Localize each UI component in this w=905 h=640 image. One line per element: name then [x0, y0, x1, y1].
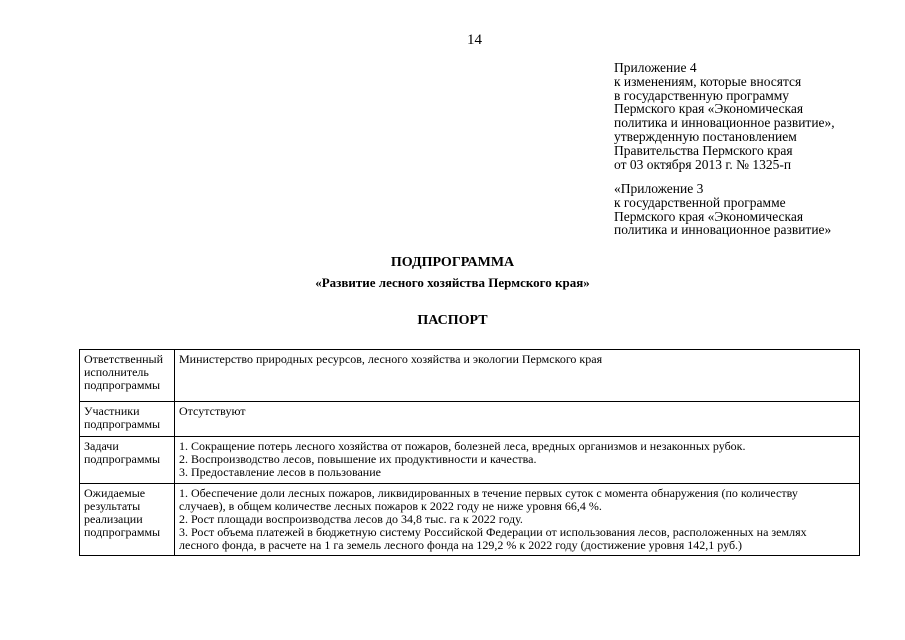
- label-line: Участники: [84, 404, 140, 418]
- row-label: [80, 484, 175, 556]
- row-value: [175, 350, 860, 402]
- page-number: 14: [467, 32, 482, 48]
- appendix-line: Приложение 4: [614, 60, 697, 75]
- value-line: 3. Рост объема платежей в бюджетную систему Российской Федерации от использования лесов, расположенных на землях: [179, 525, 807, 539]
- value-line: 1. Сокращение потерь лесного хозяйства от пожаров, болезней леса, вредных организмов и незаконных рубок.: [179, 439, 746, 453]
- passport-table: [79, 349, 860, 556]
- label-line: подпрограммы: [84, 525, 161, 539]
- value-line: случаев), в общем количестве лесных пожаров к 2022 году не ниже уровня 66,4 %.: [179, 499, 602, 513]
- value-line: 2. Воспроизводство лесов, повышение их продуктивности и качества.: [179, 452, 537, 466]
- row-label: [80, 350, 175, 402]
- table-row: [80, 402, 860, 437]
- appendix-line: в государственную программу: [614, 87, 790, 103]
- value-line: лесного фонда, в расчете на 1 га земель лесного фонда на 129,2 % к 2022 году (достижение уровня 142,1 руб.): [179, 538, 743, 552]
- appendix-line: Пермского края «Экономическая: [614, 101, 804, 117]
- appendix-sub-line: Пермского края «Экономическая: [614, 208, 804, 224]
- label-line: подпрограммы: [84, 417, 161, 431]
- value-line: Отсутствуют: [179, 404, 246, 418]
- label-line: Ожидаемые: [84, 486, 146, 500]
- label-line: результаты: [84, 499, 141, 513]
- table-row: [80, 350, 860, 402]
- value-line: 3. Предоставление лесов в пользование: [179, 465, 381, 479]
- table-row: [80, 484, 860, 556]
- document-title: ПОДПРОГРАММА: [390, 255, 515, 270]
- appendix-sub-line: политика и инновационное развитие»: [614, 222, 832, 238]
- table-row: [80, 437, 860, 484]
- label-line: подпрограммы: [84, 378, 161, 392]
- label-line: подпрограммы: [84, 452, 161, 466]
- row-value: [175, 437, 860, 484]
- passport-title: ПАСПОРТ: [417, 313, 488, 328]
- appendix-line: утвержденную постановлением: [614, 128, 797, 144]
- appendix-header: [614, 61, 899, 171]
- row-label: [80, 437, 175, 484]
- value-line: 1. Обеспечение доли лесных пожаров, ликвидированных в течение первых суток с момента обнаружения (по количеству: [179, 486, 798, 500]
- appendix-line: к изменениям, которые вносятся: [614, 73, 802, 89]
- row-value: [175, 484, 860, 556]
- label-line: исполнитель: [84, 365, 149, 379]
- value-line: 2. Рост площади воспроизводства лесов до 34,8 тыс. га к 2022 году.: [179, 512, 523, 526]
- label-line: реализации: [84, 512, 143, 526]
- document-subtitle: «Развитие лесного хозяйства Пермского края»: [315, 275, 590, 290]
- appendix-line: Правительства Пермского края: [614, 142, 793, 158]
- appendix-sub-line: к государственной программе: [614, 194, 786, 210]
- label-line: Ответственный: [84, 352, 164, 366]
- appendix-sub-line: «Приложение 3: [614, 181, 704, 196]
- appendix-sub-header: [614, 182, 899, 237]
- value-line: Министерство природных ресурсов, лесного хозяйства и экологии Пермского края: [179, 352, 603, 366]
- row-label: [80, 402, 175, 437]
- appendix-line: от 03 октября 2013 г. № 1325-п: [614, 156, 792, 172]
- row-value: [175, 402, 860, 437]
- appendix-line: политика и инновационное развитие»,: [614, 115, 835, 131]
- label-line: Задачи: [84, 439, 119, 453]
